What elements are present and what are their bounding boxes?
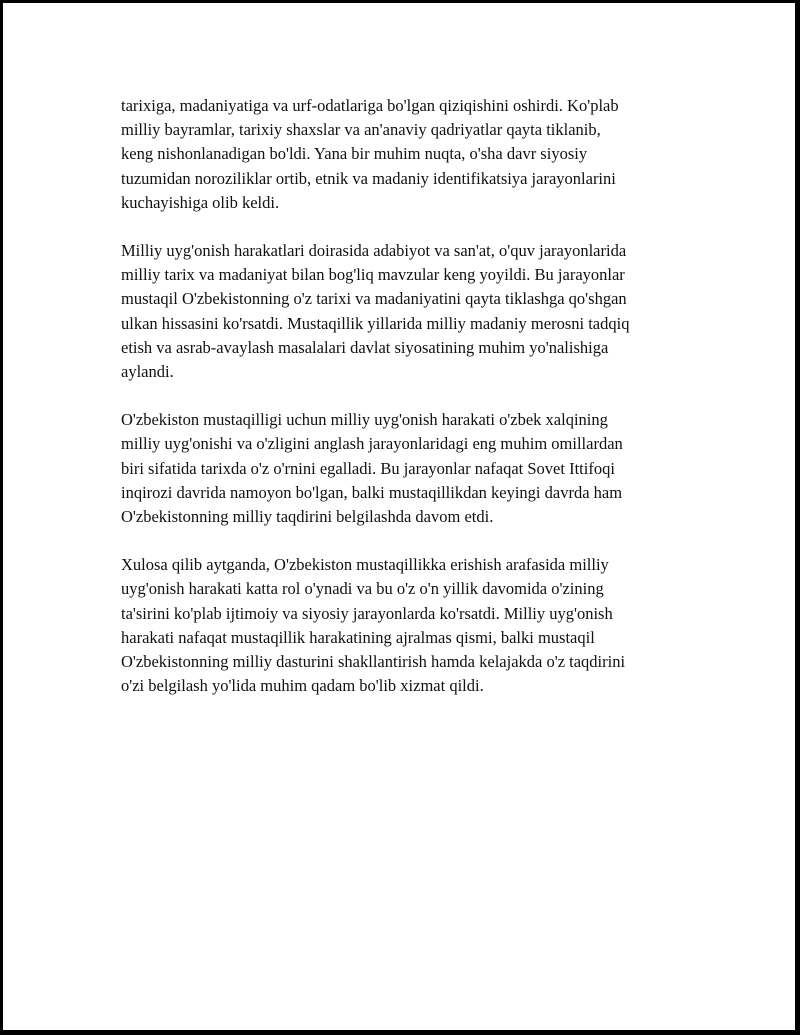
text-line: kuchayishiga olib keldi. [121, 192, 280, 212]
text-line: mustaqil O'zbekistonning o'z tarixi va madaniyatini qayta tiklashga qo'shgan [121, 289, 627, 309]
text-line: tarixiga, madaniyatiga va urf-odatlariga bo'lgan qiziqishini oshirdi. Ko'plab [121, 96, 619, 115]
document-body [121, 94, 721, 722]
text-line: O'zbekiston mustaqilligi uchun milliy uyg'onish harakati o'zbek xalqining [121, 410, 608, 430]
text-line: Xulosa qilib aytganda, O'zbekiston mustaqillikka erishish arafasida milliy [121, 555, 609, 575]
text-line: harakati nafaqat mustaqillik harakatining ajralmas qismi, balki mustaqil [121, 627, 595, 647]
text-line: Milliy uyg'onish harakatlari doirasida adabiyot va san'at, o'quv jarayonlarida [121, 241, 627, 261]
text-line: uyg'onish harakati katta rol o'ynadi va bu o'z o'n yillik davomida o'zining [121, 579, 604, 599]
text-line: ta'sirini ko'plab ijtimoiy va siyosiy jarayonlarda ko'rsatdi. Milliy uyg'onish [121, 603, 613, 623]
text-line: milliy tarix va madaniyat bilan bog'liq mavzular keng yoyildi. Bu jarayonlar [121, 265, 625, 285]
text-line: O'zbekistonning milliy taqdirini belgilashda davom etdi. [121, 507, 494, 527]
text-line: inqirozi davrida namoyon bo'lgan, balki mustaqillikdan keyingi davrda ham [121, 482, 623, 502]
text-line: keng nishonlanadigan bo'ldi. Yana bir muhim nuqta, o'sha davr siyosiy [121, 144, 588, 164]
text-line: o'zi belgilash yo'lida muhim qadam bo'lib xizmat qildi. [121, 676, 484, 696]
paragraph-1 [121, 94, 721, 215]
text-line: biri sifatida tarixda o'z o'rnini egalladi. Bu jarayonlar nafaqat Sovet Ittifoqi [121, 458, 615, 478]
text-line: etish va asrab-avaylash masalalari davlat siyosatining muhim yo'nalishiga [121, 337, 609, 357]
text-line: aylandi. [121, 362, 174, 382]
text-line: milliy uyg'onishi va o'zligini anglash jarayonlaridagi eng muhim omillardan [121, 434, 623, 454]
text-line: tuzumidan noroziliklar ortib, etnik va madaniy identifikatsiya jarayonlarini [121, 168, 616, 188]
paragraph-2 [121, 239, 721, 384]
text-line: O'zbekistonning milliy dasturini shakllantirish hamda kelajakda o'z taqdirini [121, 652, 626, 672]
paragraph-3 [121, 408, 721, 529]
text-line: milliy bayramlar, tarixiy shaxslar va an'anaviy qadriyatlar qayta tiklanib, [121, 120, 601, 140]
paragraph-4 [121, 553, 721, 698]
text-line: ulkan hissasini ko'rsatdi. Mustaqillik yillarida milliy madaniy merosni tadqiq [121, 313, 630, 333]
